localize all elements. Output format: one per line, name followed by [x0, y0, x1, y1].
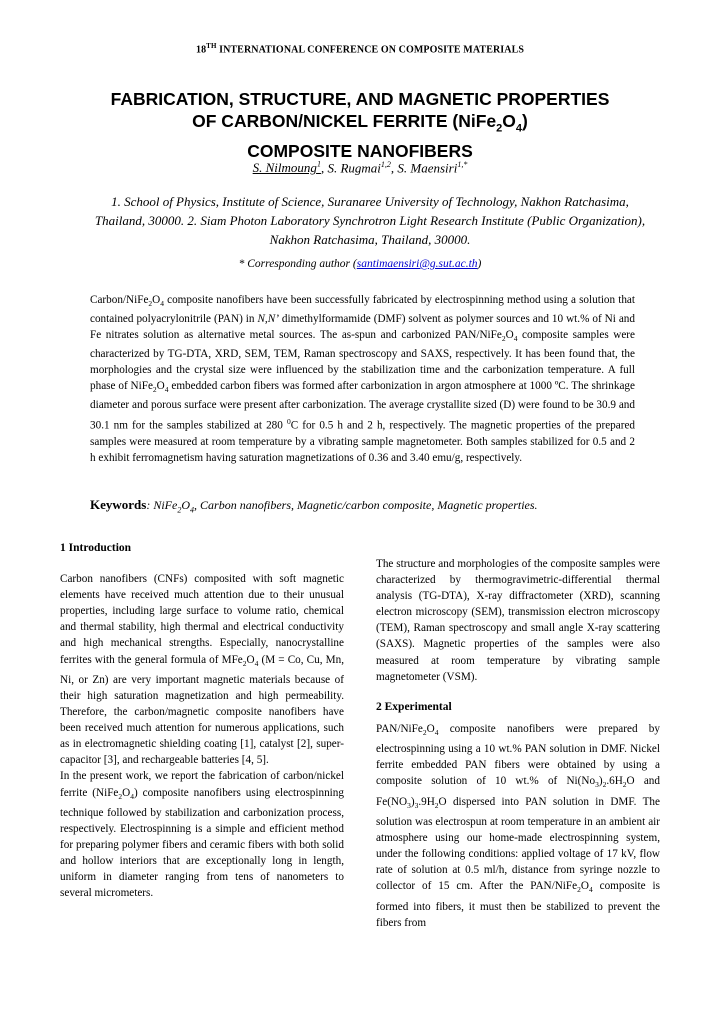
subscript: 3	[407, 800, 411, 810]
subscript: 2	[622, 780, 627, 790]
title-line-2-text: )	[522, 111, 528, 131]
title-line-2	[60, 110, 660, 140]
subscript: 2	[602, 780, 607, 790]
intro-paragraph-2	[60, 768, 344, 901]
subscript: 2	[118, 791, 123, 801]
left-column	[60, 540, 344, 901]
abstract-italic: N,N’	[257, 313, 279, 326]
author-1-affil: 1	[316, 160, 321, 169]
keywords-colon: :	[146, 498, 154, 512]
paragraph-text: O	[580, 880, 589, 893]
paragraph-text: .6H	[606, 775, 623, 788]
subscript: 4	[160, 299, 165, 309]
title-subscript: 4	[515, 122, 523, 135]
title-line-2-text: O	[502, 111, 516, 131]
abstract	[90, 293, 635, 467]
paragraph-text: In the present work, we report the fabrication of carbon/nickel ferrite (NiFe	[60, 770, 344, 799]
abstract-text: C for 0.5 h and 2 h, respectively. The magnetic properties of the prepared samples were measured at room temperature by a vibrating sample magnetometer. Both samples stabilized for 0.5 and 2 h exhibit ferromagnetism having saturation magnetizations of 0.36 and 3.40 emu/g, respectively.	[90, 419, 635, 464]
author-2-affil: 1,2	[380, 160, 391, 169]
paragraph-text: O	[122, 786, 131, 799]
paragraph-text: O and Fe(NO	[376, 775, 660, 808]
subscript: 4	[254, 658, 259, 668]
subscript: 3	[414, 800, 419, 810]
author-3-name: , S. Maensiri	[390, 160, 458, 176]
intro-paragraph-1	[60, 571, 344, 768]
author-3-affil: 1,*	[457, 160, 468, 169]
paper-title	[60, 88, 660, 162]
keywords	[90, 497, 650, 514]
header-superscript: TH	[206, 42, 217, 50]
author-1	[253, 160, 321, 175]
email-link[interactable]: santimaensiri@g.sut.ac.th	[356, 258, 478, 270]
paragraph-text: O dispersed into PAN solution in DMF. The solution was electrospun at room temperature in an ambient air atmosphere using our home-made electrospinning system, under the following conditions: applied voltage of 17 kV, flow rate of solution at 0.5 ml/h, distance from syringe nozzle to collector of 15 cm. After the PAN/NiFe	[376, 795, 660, 893]
subscript: 2	[501, 334, 506, 344]
right-column	[376, 556, 660, 931]
header-text: INTERNATIONAL CONFERENCE ON COMPOSITE MATERIALS	[216, 44, 525, 56]
corresponding-author	[0, 258, 720, 270]
paragraph-text: ) composite nanofibers using electrospinning technique followed by stabilization and carbonization process, respectively. Electrospinning is a simple and efficient method for preparing polymer fibers and ceramic fibers with both solid and hollow interiors that are exceptionally long in length, uniform in diameter ranging from tens of nanometers to several micrometers.	[60, 786, 344, 900]
subscript: 4	[164, 385, 169, 395]
subscript: 4	[513, 334, 518, 344]
subscript: 4	[130, 791, 134, 801]
subscript: 2	[177, 505, 182, 515]
author-1-name: S. Nilmoung	[252, 160, 317, 176]
subscript: 2	[242, 658, 247, 668]
subscript: 2	[152, 385, 157, 395]
title-line-3: COMPOSITE NANOFIBERS	[247, 140, 473, 161]
abstract-text: dimethylformamide (DMF) solvent as polymer sources and 10 wt.% of Ni and Fe nitrates solution as alternative metal sources. The as-spun and carbonized PAN/NiFe	[90, 313, 635, 342]
title-line-1: FABRICATION, STRUCTURE, AND MAGNETIC PROPERTIES	[110, 89, 610, 109]
paragraph-text: O	[426, 722, 435, 735]
author-2-name: , S. Rugmai	[320, 160, 381, 176]
subscript: 2	[577, 885, 581, 895]
abstract-text: O	[505, 329, 514, 342]
subscript: 4	[190, 505, 195, 515]
paragraph-text: composite is formed into fibers, it must then be stabilized to prevent the fibers from	[376, 880, 660, 929]
abstract-text: composite nanofibers have been successfully fabricated by electrospinning method using a solution that contained polyacrylonitrile (PAN) in	[90, 294, 635, 326]
paragraph-text: )	[598, 775, 603, 788]
corresponding-prefix: * Corresponding author (	[238, 258, 357, 270]
paragraph-text: composite nanofibers were prepared by electrospinning using a 10 wt.% PAN solution in DMF. Nickel ferrite embedded PAN fibers were obtained by using a composite solution of 10 wt.% of Ni(No	[376, 722, 660, 788]
subscript: 2	[148, 299, 153, 309]
abstract-text: Carbon/NiFe	[90, 294, 149, 306]
abstract-text: embedded carbon fibers was formed after carbonization in argon atmosphere at 1000 ºC. The shrinkage diameter and porous surface were present after carbonization. The average crystallite sized (D) were found to be 30.9 and 30.1 nm for the samples stabilized at 280	[90, 380, 635, 432]
header-number: 18	[195, 44, 207, 56]
paragraph-text: )	[410, 795, 415, 808]
affiliations: 1. School of Physics, Institute of Science, Suranaree University of Technology, Nakhon Ratchasima, Thailand, 30000. 2. Siam Photon Laboratory Synchrotron Light Research Institute (Public Organization), Nakhon Ratchasima, Thailand, 30000.	[94, 194, 646, 247]
keywords-label: Keywords	[90, 497, 147, 512]
superscript: 0	[286, 417, 291, 427]
section-heading-experimental: 2 Experimental	[376, 700, 452, 713]
subscript: 4	[588, 885, 593, 895]
subscript: 2	[422, 728, 427, 738]
section-heading-introduction: 1 Introduction	[60, 542, 132, 554]
experimental-paragraph	[376, 721, 660, 931]
keyword-text: O	[181, 498, 191, 512]
paragraph-text: Carbon nanofibers (CNFs) composited with soft magnetic elements have received much attention due to their unusual properties, including large surface to volume ratio, chemical and thermal stability, high thermal and electrical conductivity and high mechanical strengths. Especially, nanocrystalline ferrites with the general formula of MFe	[60, 573, 344, 666]
paragraph-text: (M = Co, Cu, Mn, Ni, or Zn) are very important magnetic materials because of their high saturation magnetization and high permeability. Therefore, the carbon/magnetic composite nanofibers have been received much attention for numerous applications, such as in electromagnetic shielding coating [1], catalyst [2], super-capacitor [3], and rechargeable batteries [4, 5].	[60, 653, 344, 767]
paragraph-text: PAN/NiFe	[376, 722, 423, 735]
intro-paragraph-3: The structure and morphologies of the composite samples were characterized by thermogravimetric-differential thermal analysis (TG-DTA), X-ray diffractometer (XRD), scanning electron microscopy (SEM), transmission electron microscopy (TEM), Raman spectroscopy and small angle X-ray scattering (SAXS). Magnetic properties of the samples were also measured at room temperature by vibrating sample magnetometer (VSM).	[376, 558, 660, 683]
subscript: 4	[434, 728, 439, 738]
corresponding-suffix: )	[477, 258, 482, 270]
author-list	[0, 160, 720, 176]
title-subscript: 2	[496, 122, 503, 135]
abstract-text: O	[152, 294, 161, 306]
paragraph-text: .9H	[418, 795, 435, 808]
conference-header	[0, 42, 720, 55]
subscript: 3	[595, 780, 599, 790]
title-line-2-text: OF CARBON/NICKEL FERRITE (NiFe	[192, 111, 497, 131]
keyword-text: , Carbon nanofibers, Magnetic/carbon composite, Magnetic properties.	[194, 498, 538, 512]
keyword-text: NiFe	[153, 498, 178, 512]
abstract-text: O	[156, 380, 165, 392]
subscript: 2	[434, 800, 439, 810]
paragraph-text: O	[246, 653, 255, 666]
abstract-text: composite samples were characterized by TG-DTA, XRD, SEM, TEM, Raman spectroscopy and SAXS, respectively. It has been found that, the morphologies and the crystal size were influenced by the stabilization time and the carbonization temperature. A full phase of NiFe	[90, 329, 635, 392]
